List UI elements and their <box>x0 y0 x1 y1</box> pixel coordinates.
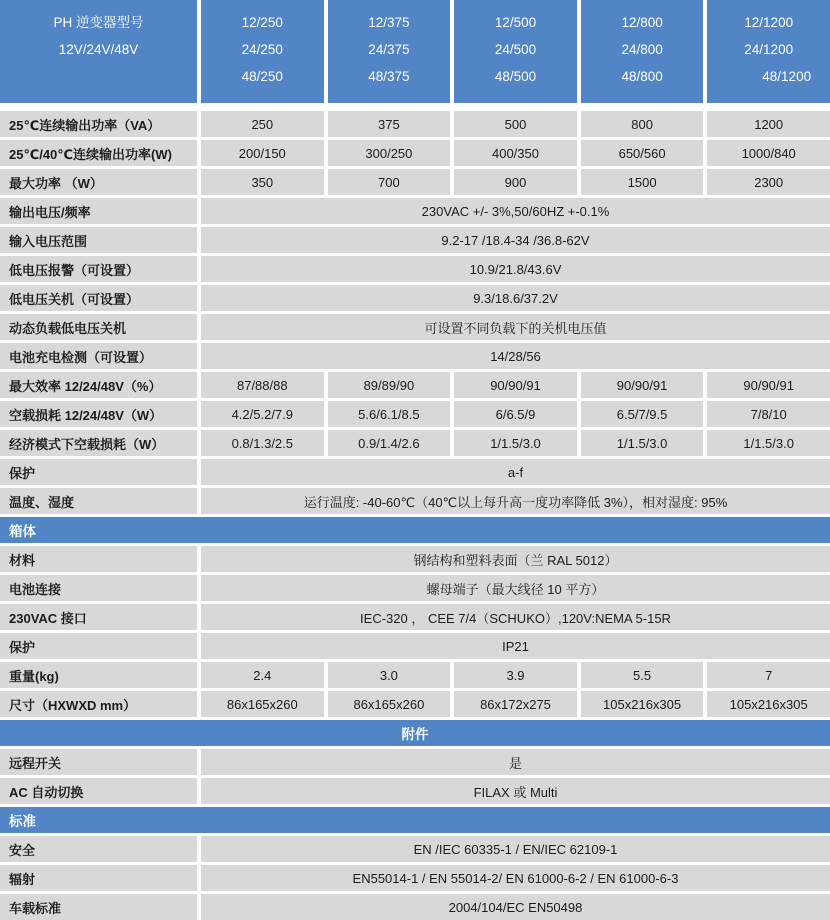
row-value: 6/6.5/9 <box>454 401 577 427</box>
row-value: 86x165x260 <box>328 691 451 717</box>
row-value: 250 <box>201 111 324 137</box>
row-value: 6.5/7/9.5 <box>581 401 704 427</box>
table-row <box>0 314 830 340</box>
header-model-variant: 24/375 <box>368 42 410 57</box>
row-value: 5.6/6.1/8.5 <box>328 401 451 427</box>
row-value: 1/1.5/3.0 <box>454 430 577 456</box>
table-row <box>0 836 830 862</box>
row-value: a-f <box>201 459 830 485</box>
header-model-variant: 48/800 <box>621 69 663 84</box>
table-row <box>0 546 830 572</box>
table-row <box>0 285 830 311</box>
table-row <box>0 401 830 427</box>
row-value: 9.3/18.6/37.2V <box>201 285 830 311</box>
row-value: 1000/840 <box>707 140 830 166</box>
row-value: 1/1.5/3.0 <box>581 430 704 456</box>
row-value: 105x216x305 <box>707 691 830 717</box>
row-value: 1500 <box>581 169 704 195</box>
row-value: 10.9/21.8/43.6V <box>201 256 830 282</box>
row-label: 电池连接 <box>0 575 197 601</box>
row-value: 350 <box>201 169 324 195</box>
row-label: 辐射 <box>0 865 197 891</box>
row-label: 低电压关机（可设置） <box>0 285 197 311</box>
table-row <box>0 430 830 456</box>
table-row <box>0 372 830 398</box>
section-header: 箱体 <box>0 517 830 543</box>
row-label: 输入电压范围 <box>0 227 197 253</box>
row-value: FILAX 或 Multi <box>201 778 830 804</box>
table-row <box>0 691 830 717</box>
row-label: 输出电压/频率 <box>0 198 197 224</box>
table-row <box>0 343 830 369</box>
row-value: 14/28/56 <box>201 343 830 369</box>
table-row <box>0 459 830 485</box>
header-model-variant: 48/375 <box>368 69 410 84</box>
row-value: 700 <box>328 169 451 195</box>
row-value: 4.2/5.2/7.9 <box>201 401 324 427</box>
row-value: 3.0 <box>328 662 451 688</box>
row-value: 0.9/1.4/2.6 <box>328 430 451 456</box>
row-value: 90/90/91 <box>581 372 704 398</box>
header-model-variant: 24/500 <box>494 42 537 57</box>
header-model-variant: 48/1200 <box>762 69 812 84</box>
header-model-column <box>201 0 324 103</box>
row-value: 300/250 <box>328 140 451 166</box>
row-label: 尺寸（HXWXD mm） <box>0 691 197 717</box>
row-value: 0.8/1.3/2.5 <box>201 430 324 456</box>
row-label: 经济模式下空载损耗（W） <box>0 430 197 456</box>
table-row <box>0 604 830 630</box>
row-value: 105x216x305 <box>581 691 704 717</box>
table-row <box>0 865 830 891</box>
row-label: 温度、湿度 <box>0 488 197 514</box>
row-value: 800 <box>581 111 704 137</box>
header-model-variant: 12/1200 <box>744 15 794 30</box>
row-value: 89/89/90 <box>328 372 451 398</box>
row-value: 1/1.5/3.0 <box>707 430 830 456</box>
row-label: 材料 <box>0 546 197 572</box>
row-label: 保护 <box>0 633 197 659</box>
row-value: 是 <box>201 749 830 775</box>
row-label: 远程开关 <box>0 749 197 775</box>
row-label: 重量(kg) <box>0 662 197 688</box>
row-value: 运行温度: -40-60℃（40℃以上每升高一度功率降低 3%），相对湿度: 95% <box>201 488 830 514</box>
header-model-variant: 48/250 <box>241 69 283 84</box>
row-value: 86x165x260 <box>201 691 324 717</box>
table-row <box>0 227 830 253</box>
row-label: 保护 <box>0 459 197 485</box>
row-value: 230VAC +/- 3%,50/60HZ +-0.1% <box>201 198 830 224</box>
row-label: AC 自动切换 <box>0 778 197 804</box>
row-value: 3.9 <box>454 662 577 688</box>
table-row <box>0 111 830 137</box>
row-value: 400/350 <box>454 140 577 166</box>
header-model-column <box>454 0 577 103</box>
row-value: 900 <box>454 169 577 195</box>
row-value: 螺母端子（最大线径 10 平方） <box>201 575 830 601</box>
row-value: 375 <box>328 111 451 137</box>
row-label: 最大功率 （W） <box>0 169 197 195</box>
row-value: 200/150 <box>201 140 324 166</box>
table-row <box>0 575 830 601</box>
row-value: 可设置不同负载下的关机电压值 <box>201 314 830 340</box>
row-label: 动态负载低电压关机 <box>0 314 197 340</box>
row-value: 2300 <box>707 169 830 195</box>
row-label: 电池充电检测（可设置） <box>0 343 197 369</box>
row-value: 90/90/91 <box>707 372 830 398</box>
row-value: IP21 <box>201 633 830 659</box>
row-value: 1200 <box>707 111 830 137</box>
row-label: 25℃/40℃连续输出功率(W) <box>0 140 197 166</box>
header-model-variant: 24/800 <box>621 42 663 57</box>
row-value: IEC-320 ， CEE 7/4（SCHUKO）,120V:NEMA 5-15R <box>201 604 830 630</box>
header-model-variant: 24/1200 <box>744 42 794 57</box>
table-row <box>0 256 830 282</box>
section-header: 附件 <box>0 720 830 746</box>
header-model-variant: 12/250 <box>241 15 283 30</box>
table-row <box>0 488 830 514</box>
header-model-variant: 12/500 <box>494 15 537 30</box>
header-model-variant: 24/250 <box>241 42 283 57</box>
table-row <box>0 662 830 688</box>
header-model-voltages: 12V/24V/48V <box>58 42 139 57</box>
table-row <box>0 778 830 804</box>
row-value: 钢结构和塑料表面（兰 RAL 5012） <box>201 546 830 572</box>
row-label: 低电压报警（可设置） <box>0 256 197 282</box>
header-model-column <box>328 0 451 103</box>
table-row <box>0 169 830 195</box>
row-label: 车载标准 <box>0 894 197 920</box>
row-value: 86x172x275 <box>454 691 577 717</box>
row-value: 5.5 <box>581 662 704 688</box>
row-label: 230VAC 接口 <box>0 604 197 630</box>
table-row <box>0 140 830 166</box>
table-row <box>0 633 830 659</box>
row-label: 空载损耗 12/24/48V（W） <box>0 401 197 427</box>
row-value: 90/90/91 <box>454 372 577 398</box>
header-model-cell <box>0 0 197 103</box>
row-value: 500 <box>454 111 577 137</box>
header-model-variant: 12/800 <box>621 15 663 30</box>
row-value: 2.4 <box>201 662 324 688</box>
row-value: 7/8/10 <box>707 401 830 427</box>
row-value: 9.2-17 /18.4-34 /36.8-62V <box>201 227 830 253</box>
row-value: 7 <box>707 662 830 688</box>
table-row <box>0 198 830 224</box>
row-value: EN /IEC 60335-1 / EN/IEC 62109-1 <box>201 836 830 862</box>
header-model-variant: 12/375 <box>368 15 410 30</box>
row-label: 25℃连续输出功率（VA） <box>0 111 197 137</box>
header-model-column <box>707 0 830 103</box>
row-value: 87/88/88 <box>201 372 324 398</box>
row-label: 安全 <box>0 836 197 862</box>
row-value: EN55014-1 / EN 55014-2/ EN 61000-6-2 / EN 61000-6-3 <box>201 865 830 891</box>
row-value: 650/560 <box>581 140 704 166</box>
table-row <box>0 894 830 920</box>
row-value: 2004/104/EC EN50498 <box>201 894 830 920</box>
section-header: 标准 <box>0 807 830 833</box>
header-model-variant: 48/500 <box>494 69 537 84</box>
row-label: 最大效率 12/24/48V（%） <box>0 372 197 398</box>
header-model-title: PH 逆变器型号 <box>53 15 144 30</box>
table-row <box>0 749 830 775</box>
header-model-column <box>581 0 704 103</box>
table-header-row <box>0 0 830 103</box>
